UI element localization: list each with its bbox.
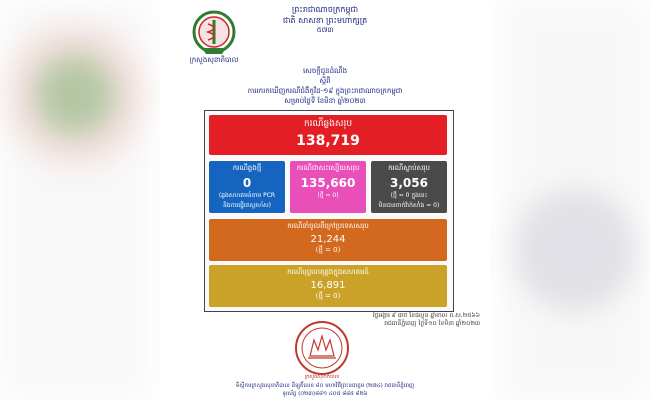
deaths-note-1: (ថ្មី = 0 ក្នុងនេះ	[390, 192, 428, 199]
new-cases-note-1: (ឆ្លងសហគមន៍តាម PCR	[218, 192, 276, 199]
new-cases-label: ករណីឆ្លងថ្មី	[232, 164, 262, 172]
total-cases-value: 138,719	[296, 133, 360, 149]
covid-stats-panel	[204, 110, 454, 312]
announcement-titles	[160, 66, 490, 106]
title-line-4: សម្រាប់ថ្ងៃទី ខែមិនា ឆ្នាំ២០២៣	[284, 97, 366, 105]
official-seal-icon	[294, 320, 350, 376]
kingdom-title: ព្រះរាជាណាចក្រកម្ពុជា	[291, 5, 359, 14]
recovered-label: ករណីជាសះស្បើយសរុប	[296, 164, 360, 172]
announcement-document	[160, 0, 490, 400]
recovered-new: (ថ្មី = 0)	[317, 192, 339, 199]
seal-label: ក្រសួងសុខាភិបាល	[304, 374, 340, 380]
imported-label: ករណីនាំចូលពីក្រៅប្រទេសសរុប	[287, 222, 369, 230]
community-new: (ថ្មី = 0)	[315, 292, 341, 300]
imported-value: 21,244	[310, 234, 346, 245]
solar-date: រាជធានីភ្នំពេញ ថ្ងៃទី១០ ខែមិនា ឆ្នាំ២០២៣	[384, 320, 480, 327]
deaths-label: ករណីស្លាប់សរុប	[388, 164, 430, 172]
recovered-value: 135,660	[300, 176, 356, 190]
community-label: ករណីបុព្វហេតុឆ្លងក្នុងសហគមន៍	[287, 268, 369, 276]
blurred-right-background	[500, 0, 650, 400]
title-line-2: ស្ដីពី	[319, 77, 331, 85]
footer-address: ទីស្ដីការក្រសួងសុខាភិបាល ដីឡូតិ៍លេខ ៨០ មហាវិថីព្រះនរោត្តម (២៧៤) រាជធានីភ្នំពេញ	[235, 383, 415, 389]
blurred-left-background	[0, 0, 150, 400]
header-ornament-number: ៥៧៣	[316, 26, 334, 34]
deaths-note-2: មិនបានចាក់វ៉ាក់សាំង = 0)	[378, 202, 440, 209]
total-cases-card	[209, 115, 447, 155]
community-cases-card	[209, 265, 447, 307]
ministry-logo-icon	[188, 8, 240, 58]
title-line-1: សេចក្ដីជូនដំណឹង	[302, 67, 348, 75]
total-cases-label: ករណីឆ្លងសរុប	[303, 119, 353, 129]
new-cases-value: 0	[242, 176, 252, 190]
new-cases-note-2: និងការធ្វើតេស្ដរហ័ស)	[222, 202, 272, 209]
community-value: 16,891	[310, 280, 346, 291]
deaths-value: 3,056	[390, 176, 428, 190]
footer-phone: ទូរស័ព្ទ (០២៣)៨៨១ ៤០៥ ៨៨៥ ៨២៦	[282, 391, 368, 397]
deaths-card	[371, 161, 447, 213]
imported-new: (ថ្មី = 0)	[315, 246, 341, 254]
document-footer	[160, 382, 490, 398]
ministry-name: ក្រសួងសុខាភិបាល	[189, 56, 239, 64]
new-cases-card	[209, 161, 285, 213]
imported-cases-card	[209, 219, 447, 261]
lunar-date: ថ្ងៃអង្គារ ៩ រោច ខែផល្គុន ឆ្នាំខាល ព.ស.២៥៦៦	[372, 312, 480, 319]
title-line-3: ការរករកឃើញករណីជំងឺកូវីដ-១៩ ក្នុងព្រះរាជាណាចក្រកម្ពុជា	[247, 87, 403, 95]
recovered-card	[290, 161, 366, 213]
national-motto: ជាតិ សាសនា ព្រះមហាក្សត្រ	[282, 16, 368, 25]
